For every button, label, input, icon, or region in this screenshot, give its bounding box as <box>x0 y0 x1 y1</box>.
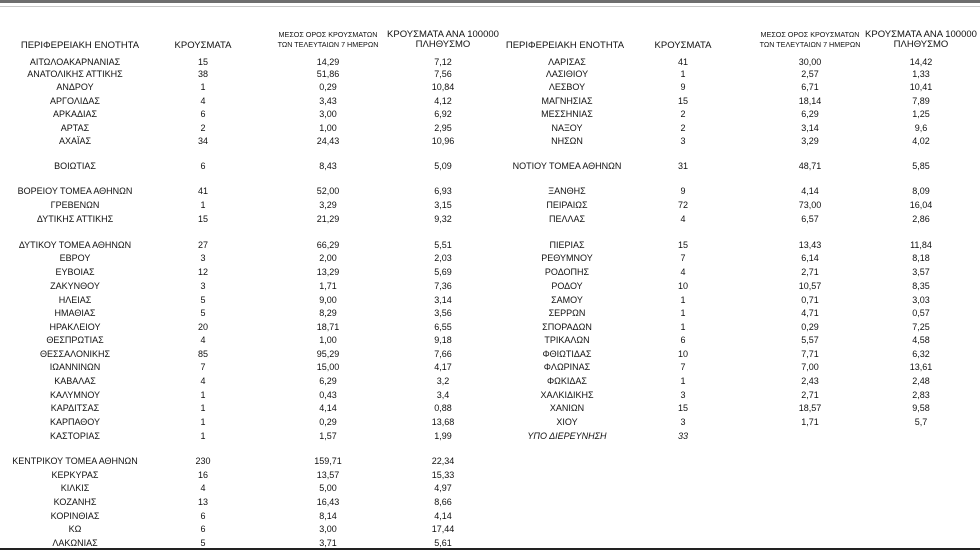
left-header-per100k-line1: ΚΡΟΥΣΜΑΤΑ ΑΝΑ 100000 <box>387 29 499 40</box>
right-row-name-cell: ΣΑΜΟΥ <box>551 295 583 305</box>
left-row-avg-cell: 1,00 <box>319 123 337 133</box>
left-row-name-cell: ΓΡΕΒΕΝΩΝ <box>50 200 100 210</box>
right-row-per100k-cell: 3,57 <box>912 267 930 277</box>
left-row-cases-cell: 1 <box>200 82 206 92</box>
right-row-name-cell: ΛΕΣΒΟΥ <box>548 82 586 92</box>
right-header-per100k-line1: ΚΡΟΥΣΜΑΤΑ ΑΝΑ 100000 <box>865 29 977 40</box>
right-row-avg-cell: 4,14 <box>801 186 819 196</box>
left-row-per100k-cell: 15,33 <box>431 470 455 480</box>
right-row-cases-cell: 3 <box>680 136 686 146</box>
left-row-cases-cell: 4 <box>200 335 206 345</box>
left-row-avg-cell: 3,71 <box>319 538 337 548</box>
left-row-name-cell: ΖΑΚΥΝΘΟΥ <box>50 281 100 291</box>
right-row-avg-cell: 0,29 <box>801 322 819 332</box>
right-row-name-cell: ΥΠΟ ΔΙΕΡΕΥΝΗΣΗ <box>527 431 607 441</box>
left-row-avg-cell: 18,71 <box>316 322 340 332</box>
left-row-name-cell: ΛΑΚΩΝΙΑΣ <box>52 538 98 548</box>
left-row-avg-cell: 95,29 <box>316 349 340 359</box>
left-row-per100k-cell: 5,69 <box>434 267 452 277</box>
right-row-name-cell: ΜΕΣΣΗΝΙΑΣ <box>541 109 593 119</box>
left-row-cases-cell: 5 <box>200 308 206 318</box>
left-row-avg-cell: 0,43 <box>319 390 337 400</box>
right-row-per100k-cell: 4,02 <box>912 136 930 146</box>
left-row-avg-cell: 13,57 <box>316 470 340 480</box>
right-row-name-cell: ΝΗΣΩΝ <box>551 136 583 146</box>
left-header-avg-line2: ΤΩΝ ΤΕΛΕΥΤΑΙΩΝ 7 ΗΜΕΡΩΝ <box>277 40 379 49</box>
right-row-name-cell: ΡΟΔΟΠΗΣ <box>544 267 590 277</box>
left-row-avg-cell: 3,29 <box>319 200 337 210</box>
right-header-cases: ΚΡΟΥΣΜΑΤΑ <box>654 40 712 51</box>
bottom-border <box>0 548 980 550</box>
left-row-cases-cell: 15 <box>197 57 208 67</box>
left-row-name-cell: ΚΑΒΑΛΑΣ <box>54 376 96 386</box>
left-row-cases-cell: 5 <box>200 295 206 305</box>
right-row-avg-cell: 2,43 <box>801 376 819 386</box>
right-row-cases-cell: 10 <box>677 349 688 359</box>
left-row-per100k-cell: 4,17 <box>434 362 452 372</box>
left-row-avg-cell: 13,29 <box>316 267 340 277</box>
left-row-per100k-cell: 5,51 <box>434 240 452 250</box>
left-row-cases-cell: 41 <box>197 186 208 196</box>
left-row-cases-cell: 1 <box>200 403 206 413</box>
left-row-per100k-cell: 3,4 <box>436 390 450 400</box>
right-row-per100k-cell: 8,09 <box>912 186 930 196</box>
right-row-name-cell: ΠΕΛΛΑΣ <box>548 214 586 224</box>
left-row-per100k-cell: 3,56 <box>434 308 452 318</box>
right-row-name-cell: ΞΑΝΘΗΣ <box>548 186 586 196</box>
right-row-name-cell: ΤΡΙΚΑΛΩΝ <box>544 335 590 345</box>
right-row-name-cell: ΝΑΞΟΥ <box>551 123 583 133</box>
right-row-cases-cell: 3 <box>680 417 686 427</box>
left-row-name-cell: ΚΙΛΚΙΣ <box>60 483 90 493</box>
left-row-per100k-cell: 1,99 <box>434 431 452 441</box>
left-row-per100k-cell: 4,97 <box>434 483 452 493</box>
right-row-per100k-cell: 3,03 <box>912 295 930 305</box>
left-row-avg-cell: 2,00 <box>319 253 337 263</box>
right-row-per100k-cell: 11,84 <box>910 240 932 250</box>
right-row-cases-cell: 10 <box>677 281 688 291</box>
right-row-cases-cell: 2 <box>680 109 686 119</box>
right-row-per100k-cell: 10,41 <box>909 82 933 92</box>
right-header-avg-line2: ΤΩΝ ΤΕΛΕΥΤΑΙΩΝ 7 ΗΜΕΡΩΝ <box>759 40 861 49</box>
left-header-cases: ΚΡΟΥΣΜΑΤΑ <box>174 40 232 51</box>
left-row-cases-cell: 4 <box>200 96 206 106</box>
left-row-name-cell: ΕΒΡΟΥ <box>59 253 91 263</box>
left-row-avg-cell: 0,29 <box>319 82 337 92</box>
left-row-name-cell: ΚΑΡΠΑΘΟΥ <box>49 417 101 427</box>
left-row-per100k-cell: 6,92 <box>434 109 452 119</box>
right-row-name-cell: ΛΑΣΙΘΙΟΥ <box>545 69 589 79</box>
left-row-name-cell: ΑΡΓΟΛΙΔΑΣ <box>50 96 100 106</box>
left-row-avg-cell: 5,00 <box>319 483 337 493</box>
right-row-per100k-cell: 5,85 <box>912 161 930 171</box>
right-row-cases-cell: 15 <box>677 240 688 250</box>
right-row-cases-cell: 33 <box>677 431 688 441</box>
left-row-avg-cell: 66,29 <box>316 240 340 250</box>
right-row-name-cell: ΧΑΝΙΩΝ <box>549 403 585 413</box>
right-row-avg-cell: 18,14 <box>798 96 822 106</box>
left-row-per100k-cell: 17,44 <box>431 524 455 534</box>
left-row-per100k-cell: 7,56 <box>434 69 452 79</box>
right-header-per100k-line2: ΠΛΗΘΥΣΜΟ <box>893 39 949 50</box>
top-border <box>0 0 980 3</box>
left-row-name-cell: ΚΟΖΑΝΗΣ <box>53 497 97 507</box>
left-row-per100k-cell: 22,34 <box>431 456 455 466</box>
right-row-per100k-cell: 2,83 <box>912 390 930 400</box>
left-row-avg-cell: 3,43 <box>319 96 337 106</box>
right-row-cases-cell: 31 <box>677 161 688 171</box>
right-row-name-cell: ΧΑΛΚΙΔΙΚΗΣ <box>540 390 594 400</box>
left-row-name-cell: ΙΩΑΝΝΙΝΩΝ <box>49 362 101 372</box>
right-header-avg-line1: ΜΕΣΟΣ ΟΡΟΣ ΚΡΟΥΣΜΑΤΩΝ <box>760 30 860 39</box>
left-row-cases-cell: 15 <box>197 214 208 224</box>
left-row-per100k-cell: 10,96 <box>431 136 455 146</box>
left-row-per100k-cell: 3,15 <box>434 200 452 210</box>
right-row-avg-cell: 7,71 <box>801 349 819 359</box>
left-row-avg-cell: 3,00 <box>319 109 337 119</box>
left-row-cases-cell: 4 <box>200 483 206 493</box>
left-row-cases-cell: 38 <box>197 69 208 79</box>
right-row-per100k-cell: 2,86 <box>912 214 930 224</box>
left-row-name-cell: ΕΥΒΟΙΑΣ <box>55 267 95 277</box>
left-row-name-cell: ΒΟΡΕΙΟΥ ΤΟΜΕΑ ΑΘΗΝΩΝ <box>17 186 133 196</box>
left-row-per100k-cell: 5,09 <box>434 161 452 171</box>
left-row-cases-cell: 6 <box>200 109 206 119</box>
left-row-name-cell: ΚΩ <box>68 524 82 534</box>
right-row-name-cell: ΡΟΔΟΥ <box>551 281 583 291</box>
left-row-name-cell: ΔΥΤΙΚΗΣ ΑΤΤΙΚΗΣ <box>36 214 114 224</box>
left-row-per100k-cell: 10,84 <box>431 82 455 92</box>
left-row-cases-cell: 13 <box>197 497 208 507</box>
right-row-per100k-cell: 16,04 <box>909 200 933 210</box>
left-header-avg-line1: ΜΕΣΟΣ ΟΡΟΣ ΚΡΟΥΣΜΑΤΩΝ <box>278 30 378 39</box>
right-row-cases-cell: 1 <box>680 322 686 332</box>
left-row-name-cell: ΚΟΡΙΝΘΙΑΣ <box>50 511 100 521</box>
left-row-name-cell: ΗΛΕΙΑΣ <box>58 295 92 305</box>
right-row-per100k-cell: 14,42 <box>909 57 933 67</box>
left-row-avg-cell: 1,00 <box>319 335 337 345</box>
right-row-cases-cell: 9 <box>680 186 686 196</box>
right-header-per100k <box>856 30 980 50</box>
left-row-name-cell: ΑΙΤΩΛΟΑΚΑΡΝΑΝΙΑΣ <box>29 57 121 67</box>
right-row-cases-cell: 7 <box>680 362 686 372</box>
left-row-name-cell: ΑΝΑΤΟΛΙΚΗΣ ΑΤΤΙΚΗΣ <box>27 69 123 79</box>
left-row-name-cell: ΚΑΡΔΙΤΣΑΣ <box>50 403 100 413</box>
right-row-avg-cell: 13,43 <box>798 240 822 250</box>
right-row-avg-cell: 4,71 <box>801 308 819 318</box>
left-row-cases-cell: 34 <box>197 136 208 146</box>
left-row-cases-cell: 1 <box>200 390 206 400</box>
right-row-cases-cell: 41 <box>677 57 688 67</box>
right-row-avg-cell: 2,57 <box>801 69 819 79</box>
left-row-cases-cell: 6 <box>200 161 206 171</box>
right-row-cases-cell: 7 <box>680 253 686 263</box>
right-row-avg-cell: 3,14 <box>801 123 819 133</box>
left-row-per100k-cell: 4,12 <box>434 96 452 106</box>
left-row-avg-cell: 24,43 <box>316 136 340 146</box>
right-row-per100k-cell: 7,89 <box>912 96 930 106</box>
right-row-avg-cell: 18,57 <box>798 403 822 413</box>
right-row-per100k-cell: 5,7 <box>914 417 928 427</box>
left-row-cases-cell: 4 <box>200 376 206 386</box>
left-header-per100k <box>378 30 508 50</box>
right-row-name-cell: ΛΑΡΙΣΑΣ <box>548 57 586 67</box>
right-row-name-cell: ΦΩΚΙΔΑΣ <box>547 376 587 386</box>
right-row-avg-cell: 5,57 <box>801 335 819 345</box>
left-row-per100k-cell: 4,14 <box>434 511 452 521</box>
right-row-avg-cell: 30,00 <box>798 57 822 67</box>
left-row-per100k-cell: 13,68 <box>431 417 455 427</box>
right-row-per100k-cell: 1,25 <box>912 109 930 119</box>
left-row-per100k-cell: 0,88 <box>434 403 452 413</box>
right-row-per100k-cell: 4,58 <box>912 335 930 345</box>
left-row-name-cell: ΘΕΣΠΡΩΤΙΑΣ <box>46 335 104 345</box>
right-row-per100k-cell: 6,32 <box>912 349 930 359</box>
right-row-avg-cell: 2,71 <box>801 267 819 277</box>
right-row-avg-cell: 6,29 <box>801 109 819 119</box>
right-row-cases-cell: 15 <box>677 403 688 413</box>
right-row-name-cell: ΣΕΡΡΩΝ <box>548 308 586 318</box>
right-row-cases-cell: 9 <box>680 82 686 92</box>
left-row-avg-cell: 16,43 <box>316 497 340 507</box>
left-row-avg-cell: 52,00 <box>316 186 340 196</box>
left-row-cases-cell: 5 <box>200 538 206 548</box>
right-row-per100k-cell: 0,57 <box>912 308 930 318</box>
right-row-cases-cell: 4 <box>680 267 686 277</box>
right-row-cases-cell: 15 <box>677 96 688 106</box>
right-row-avg-cell: 48,71 <box>798 161 822 171</box>
right-row-name-cell: ΣΠΟΡΑΔΩΝ <box>542 322 592 332</box>
right-row-per100k-cell: 1,33 <box>912 69 930 79</box>
left-row-name-cell: ΚΕΝΤΡΙΚΟΥ ΤΟΜΕΑ ΑΘΗΝΩΝ <box>12 456 138 466</box>
right-row-cases-cell: 1 <box>680 69 686 79</box>
right-row-name-cell: ΠΕΙΡΑΙΩΣ <box>546 200 588 210</box>
left-row-cases-cell: 3 <box>200 253 206 263</box>
right-row-avg-cell: 2,71 <box>801 390 819 400</box>
left-row-cases-cell: 230 <box>195 456 211 466</box>
right-row-per100k-cell: 9,6 <box>914 123 928 133</box>
left-row-cases-cell: 2 <box>200 123 206 133</box>
right-row-cases-cell: 1 <box>680 308 686 318</box>
left-row-per100k-cell: 9,18 <box>434 335 452 345</box>
left-row-avg-cell: 1,57 <box>319 431 337 441</box>
right-row-avg-cell: 1,71 <box>801 417 819 427</box>
left-row-per100k-cell: 6,93 <box>434 186 452 196</box>
left-row-per100k-cell: 7,66 <box>434 349 452 359</box>
right-row-avg-cell: 7,00 <box>801 362 819 372</box>
left-row-cases-cell: 3 <box>200 281 206 291</box>
left-row-cases-cell: 27 <box>197 240 208 250</box>
left-row-cases-cell: 6 <box>200 524 206 534</box>
right-row-name-cell: ΡΕΘΥΜΝΟΥ <box>541 253 593 263</box>
right-row-cases-cell: 6 <box>680 335 686 345</box>
right-row-name-cell: ΦΘΙΩΤΙΔΑΣ <box>542 349 592 359</box>
left-row-name-cell: ΔΥΤΙΚΟΥ ΤΟΜΕΑ ΑΘΗΝΩΝ <box>18 240 132 250</box>
left-row-name-cell: ΚΑΛΥΜΝΟΥ <box>49 390 101 400</box>
right-row-per100k-cell: 8,18 <box>912 253 930 263</box>
right-row-avg-cell: 6,71 <box>801 82 819 92</box>
left-row-name-cell: ΑΝΔΡΟΥ <box>56 82 94 92</box>
left-row-avg-cell: 3,00 <box>319 524 337 534</box>
left-row-cases-cell: 85 <box>197 349 208 359</box>
left-row-name-cell: ΑΡΚΑΔΙΑΣ <box>52 109 98 119</box>
left-row-cases-cell: 12 <box>197 267 208 277</box>
left-row-per100k-cell: 6,55 <box>434 322 452 332</box>
left-row-avg-cell: 159,71 <box>314 456 342 466</box>
left-row-cases-cell: 1 <box>200 417 206 427</box>
right-row-per100k-cell: 7,25 <box>912 322 930 332</box>
left-header-per100k-line2: ΠΛΗΘΥΣΜΟ <box>415 39 471 50</box>
left-row-avg-cell: 8,43 <box>319 161 337 171</box>
left-row-per100k-cell: 8,66 <box>434 497 452 507</box>
right-row-avg-cell: 10,57 <box>798 281 822 291</box>
left-row-per100k-cell: 5,61 <box>434 538 452 548</box>
left-row-per100k-cell: 7,36 <box>434 281 452 291</box>
left-row-avg-cell: 21,29 <box>316 214 340 224</box>
left-row-name-cell: ΚΕΡΚΥΡΑΣ <box>51 470 99 480</box>
left-header-region: ΠΕΡΙΦΕΡΕΙΑΚΗ ΕΝΟΤΗΤΑ <box>20 40 140 51</box>
right-row-avg-cell: 3,29 <box>801 136 819 146</box>
right-row-per100k-cell: 13,61 <box>909 362 933 372</box>
left-row-name-cell: ΚΑΣΤΟΡΙΑΣ <box>50 431 100 441</box>
right-row-cases-cell: 72 <box>677 200 688 210</box>
right-row-avg-cell: 73,00 <box>798 200 822 210</box>
left-row-avg-cell: 6,29 <box>319 376 337 386</box>
left-row-per100k-cell: 7,12 <box>434 57 452 67</box>
left-row-per100k-cell: 3,2 <box>436 376 450 386</box>
right-row-avg-cell: 0,71 <box>801 295 819 305</box>
right-row-name-cell: ΜΑΓΝΗΣΙΑΣ <box>541 96 593 106</box>
right-row-per100k-cell: 9,58 <box>912 403 930 413</box>
right-row-cases-cell: 3 <box>680 390 686 400</box>
left-header-avg <box>263 30 393 50</box>
left-row-avg-cell: 51,86 <box>316 69 340 79</box>
left-row-name-cell: ΘΕΣΣΑΛΟΝΙΚΗΣ <box>39 349 111 359</box>
left-row-cases-cell: 6 <box>200 511 206 521</box>
right-row-avg-cell: 6,14 <box>801 253 819 263</box>
left-row-per100k-cell: 2,03 <box>434 253 452 263</box>
left-row-name-cell: ΑΡΤΑΣ <box>60 123 90 133</box>
left-row-avg-cell: 14,29 <box>316 57 340 67</box>
left-row-name-cell: ΗΡΑΚΛΕΙΟΥ <box>49 322 101 332</box>
right-row-name-cell: ΧΙΟΥ <box>556 417 578 427</box>
left-row-name-cell: ΑΧΑΪΑΣ <box>58 136 92 146</box>
left-row-avg-cell: 8,14 <box>319 511 337 521</box>
right-row-cases-cell: 1 <box>680 376 686 386</box>
right-row-cases-cell: 4 <box>680 214 686 224</box>
right-row-name-cell: ΦΛΩΡΙΝΑΣ <box>543 362 591 372</box>
left-row-cases-cell: 1 <box>200 200 206 210</box>
left-row-cases-cell: 20 <box>197 322 208 332</box>
left-row-name-cell: ΗΜΑΘΙΑΣ <box>54 308 96 318</box>
left-row-avg-cell: 0,29 <box>319 417 337 427</box>
right-row-cases-cell: 1 <box>680 295 686 305</box>
left-row-avg-cell: 9,00 <box>319 295 337 305</box>
left-row-avg-cell: 15,00 <box>316 362 340 372</box>
left-row-cases-cell: 16 <box>197 470 208 480</box>
left-row-avg-cell: 1,71 <box>319 281 337 291</box>
right-row-name-cell: ΝΟΤΙΟΥ ΤΟΜΕΑ ΑΘΗΝΩΝ <box>512 161 622 171</box>
right-row-cases-cell: 2 <box>680 123 686 133</box>
left-row-per100k-cell: 9,32 <box>434 214 452 224</box>
right-row-per100k-cell: 2,48 <box>912 376 930 386</box>
left-row-cases-cell: 1 <box>200 431 206 441</box>
left-row-avg-cell: 8,29 <box>319 308 337 318</box>
left-row-avg-cell: 4,14 <box>319 403 337 413</box>
right-row-per100k-cell: 8,35 <box>912 281 930 291</box>
right-row-avg-cell: 6,57 <box>801 214 819 224</box>
left-row-per100k-cell: 2,95 <box>434 123 452 133</box>
left-row-per100k-cell: 3,14 <box>434 295 452 305</box>
left-row-name-cell: ΒΟΙΩΤΙΑΣ <box>54 161 96 171</box>
left-row-cases-cell: 7 <box>200 362 206 372</box>
right-header-region: ΠΕΡΙΦΕΡΕΙΑΚΗ ΕΝΟΤΗΤΑ <box>505 40 625 51</box>
top-border-secondary <box>0 6 980 7</box>
right-row-name-cell: ΠΙΕΡΙΑΣ <box>549 240 585 250</box>
